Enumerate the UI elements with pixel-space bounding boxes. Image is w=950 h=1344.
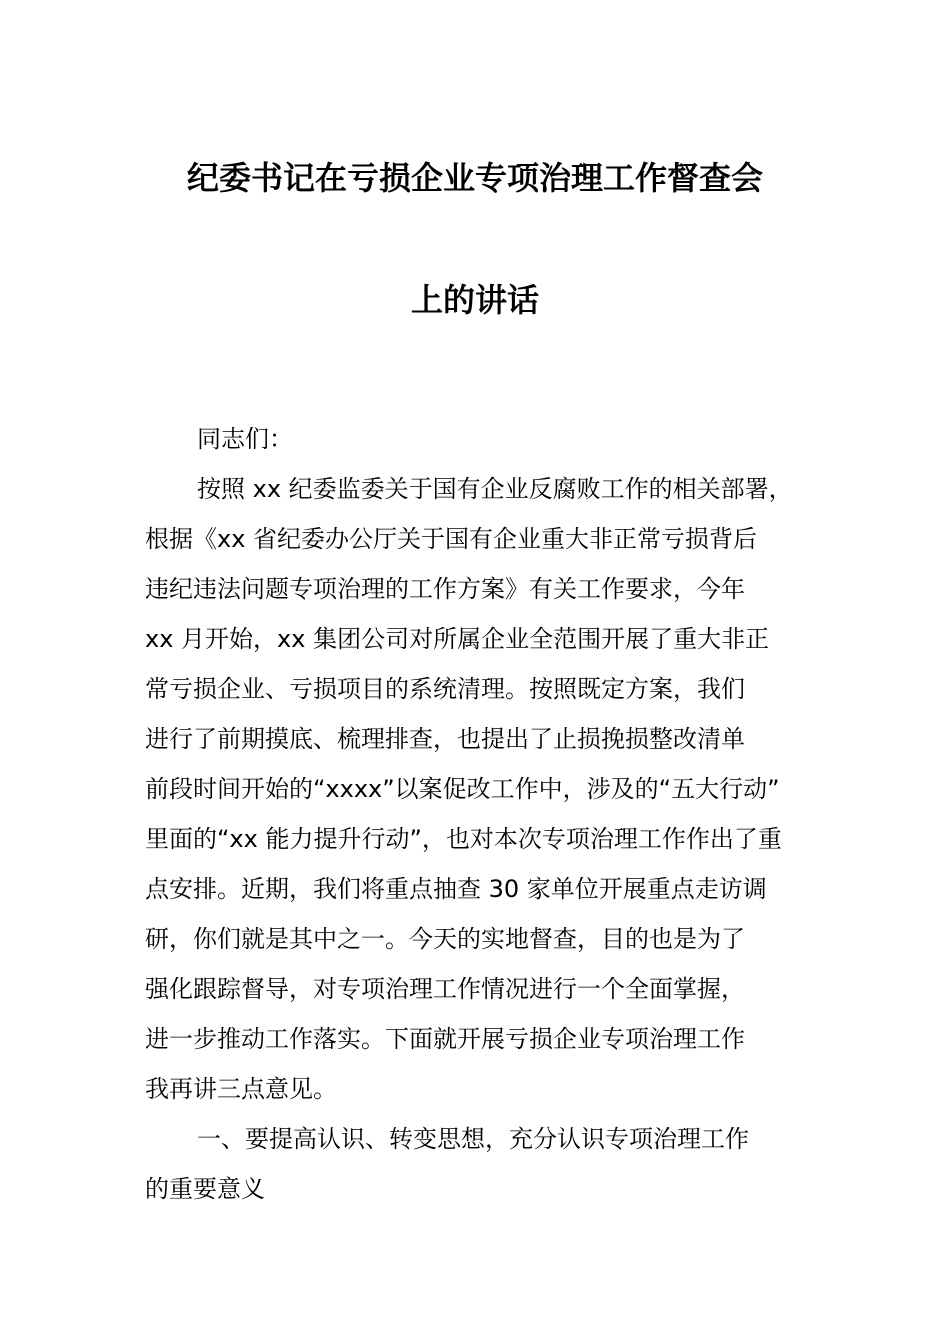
paragraph-line: 点安排。近期，我们将重点抽查 30 家单位开展重点走访调	[145, 875, 767, 903]
paragraph-line: 强化跟踪督导，对专项治理工作情况进行一个全面掌握，	[145, 975, 745, 1003]
paragraph-line: xx 月开始，xx 集团公司对所属企业全范围开展了重大非正	[145, 625, 770, 653]
paragraph-line: 前段时间开始的“xxxx”以案促改工作中，涉及的“五大行动”	[145, 775, 780, 803]
section-heading-line: 的重要意义	[145, 1175, 265, 1203]
paragraph-line: 违纪违法问题专项治理的工作方案》有关工作要求，今年	[145, 575, 745, 603]
paragraph-line: 进行了前期摸底、梳理排查，也提出了止损挽损整改清单	[145, 725, 745, 753]
paragraph-line: 里面的“xx 能力提升行动”，也对本次专项治理工作作出了重	[145, 825, 782, 853]
paragraph-line: 研，你们就是其中之一。今天的实地督查，目的也是为了	[145, 925, 745, 953]
section-heading-line: 一、要提高认识、转变思想，充分认识专项治理工作	[197, 1125, 749, 1153]
paragraph-line: 根据《xx 省纪委办公厅关于国有企业重大非正常亏损背后	[145, 525, 758, 553]
document-body	[145, 414, 810, 1214]
paragraph-line: 按照 xx 纪委监委关于国有企业反腐败工作的相关部署，	[197, 475, 793, 503]
document-title-line-1: 纪委书记在亏损企业专项治理工作督查会	[186, 159, 763, 197]
paragraph-line: 进一步推动工作落实。下面就开展亏损企业专项治理工作	[145, 1025, 745, 1053]
paragraph-line: 我再讲三点意见。	[145, 1075, 337, 1103]
salutation: 同志们：	[197, 425, 293, 453]
document-title-line-2: 上的讲话	[410, 281, 539, 319]
paragraph-line: 常亏损企业、亏损项目的系统清理。按照既定方案，我们	[145, 675, 745, 703]
